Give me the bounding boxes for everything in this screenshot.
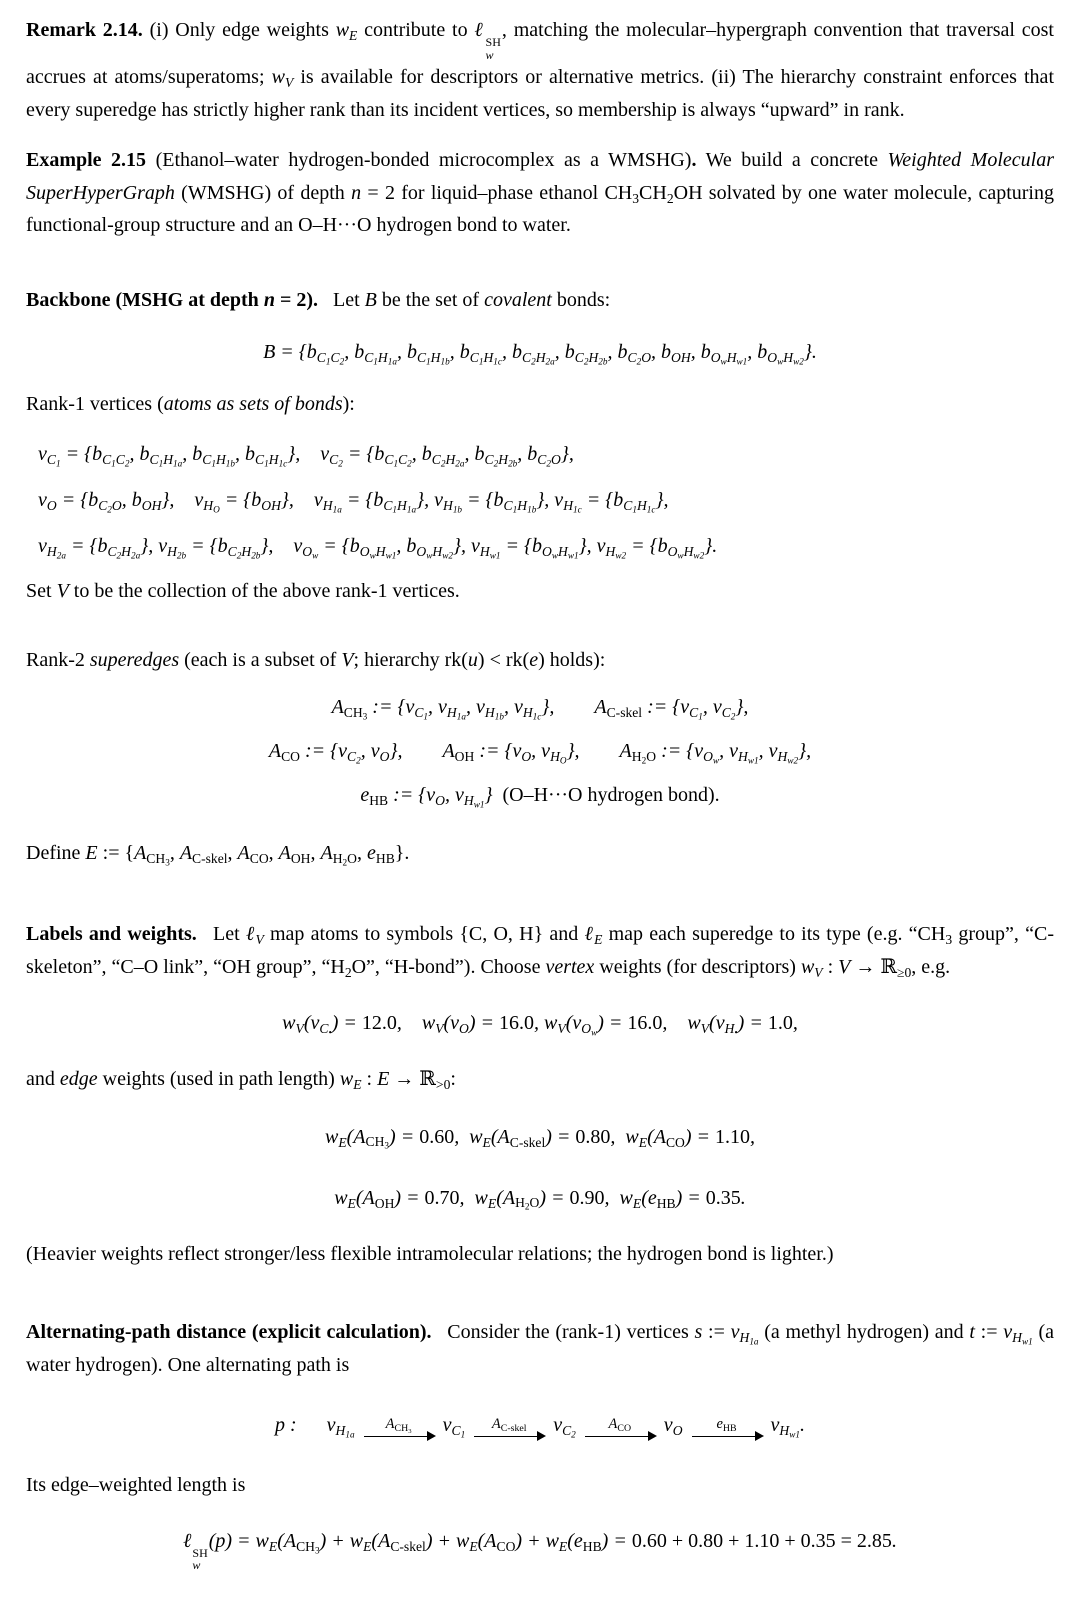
path-arrow-2	[474, 1416, 544, 1437]
remark-paragraph: Remark 2.14. (i) Only edge weights $w_E$ contribute to ℓ SH w , matching the molecular–hypergraph convention that traversal cost accrues at atoms/superatoms; $w_V$ is available for descriptors or alternative metrics. (ii) The hierarchy constraint enforces that every superedge has strictly higher rank than its incident vertices, so membership is always “upward” in rank.	[26, 19, 1054, 121]
rank2-eq-line-2: $A_{CO}$ := {$v_{C_2}$, $v_O$}, $A_{OH}$ := {$v_O$, $v_{H_O}$}, $A_{H_2O}$ := {$v_{O_w}$, $v_{H_{w1}}$, $v_{H_{w2}}$},	[268, 740, 812, 766]
edge-weights-equation-1: $w_E(A_{CH_3}) = 0.60$, $w_E(A_{C-skel}) = 0.80$, $w_E(A_{CO}) = 1.10$,	[324, 1125, 755, 1151]
rank1-eq-line-1: $v_{C_1} = \{b_{C_1C_2}$, $b_{C_1H_{1a}}$, $b_{C_1H_{1b}}$, $b_{C_1H_{1c}}$}, $v_{C_2} = \{b_{C_1C_2}$, $b_{C_2H_{2a}}$, $b_{C_2H_{2b}}$, $b_{C_2O}$},	[38, 442, 574, 469]
path-node-5: $v_{H_{w1}}$.	[770, 1413, 806, 1440]
arrow-label-2: $A_{C-skel}$	[491, 1415, 527, 1434]
backbone-heading: Backbone (MSHG at depth n = 2). Let B be the set of covalent bonds:	[26, 289, 611, 312]
path-prefix: p :	[274, 1413, 297, 1436]
path-arrow-1	[364, 1416, 434, 1437]
bond-set-equation: $B = \{b_{C_1C_2}$, $b_{C_1H_{1a}}$, $b_{C_1H_{1b}}$, $b_{C_1H_{1c}}$, $b_{C_2H_{2a}}$, $b_{C_2H_{2b}}$, $b_{C_2O}$, $b_{OH}$, $b_{O_wH_{w1}}$, $b_{O_wH_{w2}}$}.	[263, 340, 817, 367]
path-node-4: $v_O$	[663, 1413, 683, 1438]
weights-note: (Heavier weights reflect stronger/less flexible intramolecular relations; the hydrogen bond is lighter.)	[26, 1242, 834, 1265]
arrow-line-icon	[585, 1436, 655, 1438]
path-diagram	[26, 1408, 1054, 1443]
rank2-eq-line-1: $A_{CH_3}$ := {$v_{C_1}$, $v_{H_{1a}}$, $v_{H_{1b}}$, $v_{H_{1c}}$}, $A_{C-skel}$ := {$v_{C_1}$, $v_{C_2}$},	[331, 696, 749, 722]
arrow-line-icon	[364, 1436, 434, 1438]
rank1-lead: Rank-1 vertices (atoms as sets of bonds):	[26, 392, 355, 415]
rank1-eq-line-2: $v_O = \{b_{C_2O}$, $b_{OH}$}, $v_{H_O} = \{b_{OH}\}$, $v_{H_{1a}} = \{b_{C_1H_{1a}}\}$, $v_{H_{1b}} = \{b_{C_1H_{1b}}\}$, $v_{H_{1c}} = \{b_{C_1H_{1c}}\}$,	[38, 488, 669, 515]
arrow-label-3: $A_{CO}$	[608, 1415, 632, 1434]
path-node-2: $v_{C_1}$	[442, 1413, 466, 1440]
length-intro: Its edge–weighted length is	[26, 1473, 246, 1496]
arrow-line-icon	[692, 1436, 762, 1438]
edge-weights-intro: and edge weights (used in path length) $w_E$ : E → ℝ$_{>0}$:	[26, 1067, 456, 1092]
rank2-equations	[26, 690, 1054, 813]
define-e-text: Define E := {$A_{CH_3}$, $A_{C-skel}$, $A_{CO}$, $A_{OH}$, $A_{H_2O}$, $e_{HB}$}.	[26, 842, 410, 868]
path-node-1: $v_{H_{1a}}$	[326, 1413, 355, 1440]
rank2-lead: Rank-2 superedges (each is a subset of V; hierarchy rk(u) < rk(e) holds):	[26, 648, 606, 671]
arrow-label-1: $A_{CH_3}$	[385, 1415, 412, 1435]
path-arrow-3	[585, 1416, 655, 1437]
set-v-text: Set V to be the collection of the above rank-1 vertices.	[26, 579, 460, 602]
arrow-label-4: $e_{HB}$	[716, 1415, 737, 1434]
rank2-eq-line-3: $e_{HB}$ := {$v_O$, $v_{H_{w1}}$} (O–H···O hydrogen bond).	[360, 784, 720, 810]
labels-weights-paragraph: Labels and weights. Let ℓ$_V$ map atoms to symbols {C, O, H} and ℓ$_E$ map each superedge to its type (e.g. “$CH_3$ group”, “C-skeleton”, “C–O link”, “OH group”, “$H_2O$”, “H-bond”). Choose vertex weights (for descriptors) $w_V$ : V → ℝ$_{\ge 0}$, e.g.	[26, 923, 1054, 980]
vertex-weights-equation: $w_V(v_{C_•}) = 12.0$, $w_V(v_O) = 16.0$, $w_V(v_{O_w}) = 16.0$, $w_V(v_{H_•}) = 1.0$,	[282, 1011, 798, 1038]
length-equation: ℓ SH w $(p) = w_E(A_{CH_3}) + w_E(A_{C-skel}) + w_E(A_{CO}) + w_E(e_{HB}) = 0.60 + 0.80 + 1.10 + 0.35 = 2.85$.	[183, 1529, 897, 1573]
arrow-line-icon	[474, 1436, 544, 1438]
path-arrow-4	[692, 1416, 762, 1437]
rank1-equations	[26, 437, 1054, 564]
example-paragraph: Example 2.15 (Ethanol–water hydrogen-bonded microcomplex as a WMSHG). We build a concrete Weighted Molecular SuperHyperGraph (WMSHG) of depth n = 2 for liquid–phase ethanol $CH_3CH_2OH$ solvated by one water molecule, capturing functional-group structure and an O–H···O hydrogen bond to water.	[26, 148, 1054, 237]
path-node-3: $v_{C_2}$	[553, 1413, 576, 1440]
alt-path-paragraph: Alternating-path distance (explicit calculation). Consider the (rank-1) vertices s := $v_{H_{1a}}$ (a methyl hydrogen) and t := $v_{H_{w1}}$ (a water hydrogen). One alternating path is	[26, 1321, 1054, 1377]
edge-weights-equation-2: $w_E(A_{OH}) = 0.70$, $w_E(A_{H_2O}) = 0.90$, $w_E(e_{HB}) = 0.35$.	[334, 1186, 746, 1212]
rank1-eq-line-3: $v_{H_{2a}} = \{b_{C_2H_{2a}}\}$, $v_{H_{2b}} = \{b_{C_2H_{2b}}\}$, $v_{O_w} = \{b_{O_wH_{w1}}$, $b_{O_wH_{w2}}$}, $v_{H_{w1}} = \{b_{O_wH_{w1}}\}$, $v_{H_{w2}} = \{b_{O_wH_{w2}}\}$.	[38, 534, 718, 561]
